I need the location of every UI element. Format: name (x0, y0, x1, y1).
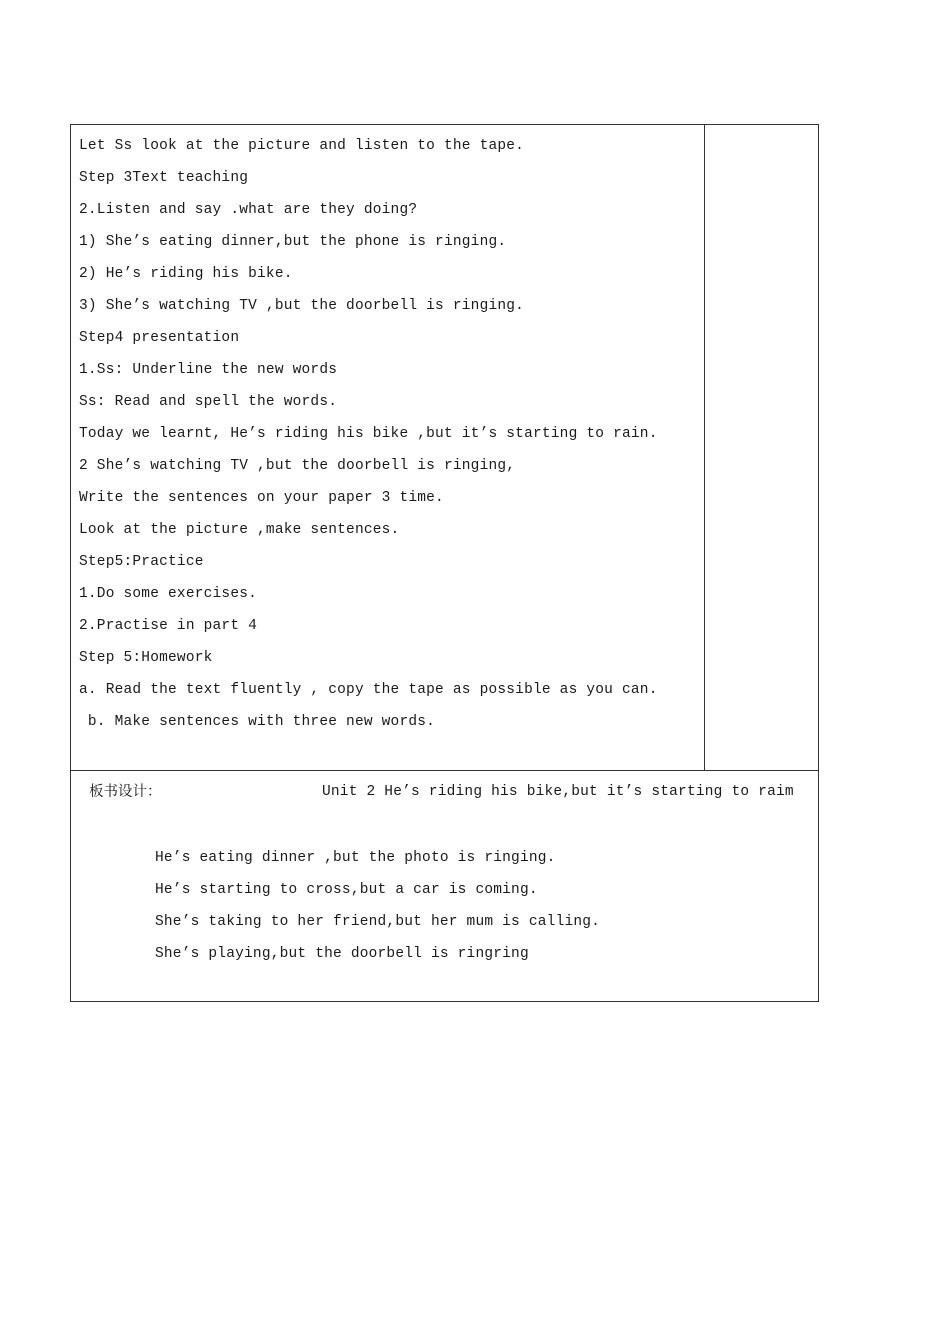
procedure-line: Write the sentences on your paper 3 time. (79, 490, 444, 506)
procedure-line: Step 3Text teaching (79, 170, 249, 186)
procedure-line: 3) She’s watching TV ,but the doorbell is ringing. (79, 298, 525, 314)
board-design-label: 板书设计： (89, 784, 162, 800)
board-sentence: She’s taking to her friend,but her mum is calling. (155, 914, 601, 930)
procedure-line: 2.Listen and say .what are they doing? (79, 202, 418, 218)
lesson-plan-table (70, 124, 819, 1002)
procedure-line: 2) He’s riding his bike. (79, 266, 293, 282)
procedure-line: 1) She’s eating dinner,but the phone is ringing. (79, 234, 507, 250)
notes-cell (705, 125, 818, 770)
procedure-line: a. Read the text fluently , copy the tape as possible as you can. (79, 682, 658, 698)
procedure-line: Look at the picture ,make sentences. (79, 522, 400, 538)
procedure-line: Step4 presentation (79, 330, 240, 346)
procedure-line: b. Make sentences with three new words. (79, 714, 436, 730)
board-design-cell (71, 771, 818, 1001)
board-design-title: Unit 2 He’s riding his bike,but it’s starting to raim (322, 784, 794, 800)
procedure-line: Step5:Practice (79, 554, 204, 570)
board-sentence: She’s playing,but the doorbell is ringring (155, 946, 529, 962)
procedure-line: 2 She’s watching TV ,but the doorbell is ringing, (79, 458, 516, 474)
procedure-line: Ss: Read and spell the words. (79, 394, 338, 410)
procedure-line: Let Ss look at the picture and listen to the tape. (79, 138, 525, 154)
procedure-line: 1.Do some exercises. (79, 586, 258, 602)
procedure-line: Today we learnt, He’s riding his bike ,but it’s starting to rain. (79, 426, 658, 442)
board-sentence: He’s starting to cross,but a car is coming. (155, 882, 538, 898)
procedure-line: Step 5:Homework (79, 650, 213, 666)
teaching-procedure-cell (71, 125, 705, 770)
procedure-line: 2.Practise in part 4 (79, 618, 258, 634)
board-sentence: He’s eating dinner ,but the photo is ringing. (155, 850, 556, 866)
procedure-line: 1.Ss: Underline the new words (79, 362, 338, 378)
